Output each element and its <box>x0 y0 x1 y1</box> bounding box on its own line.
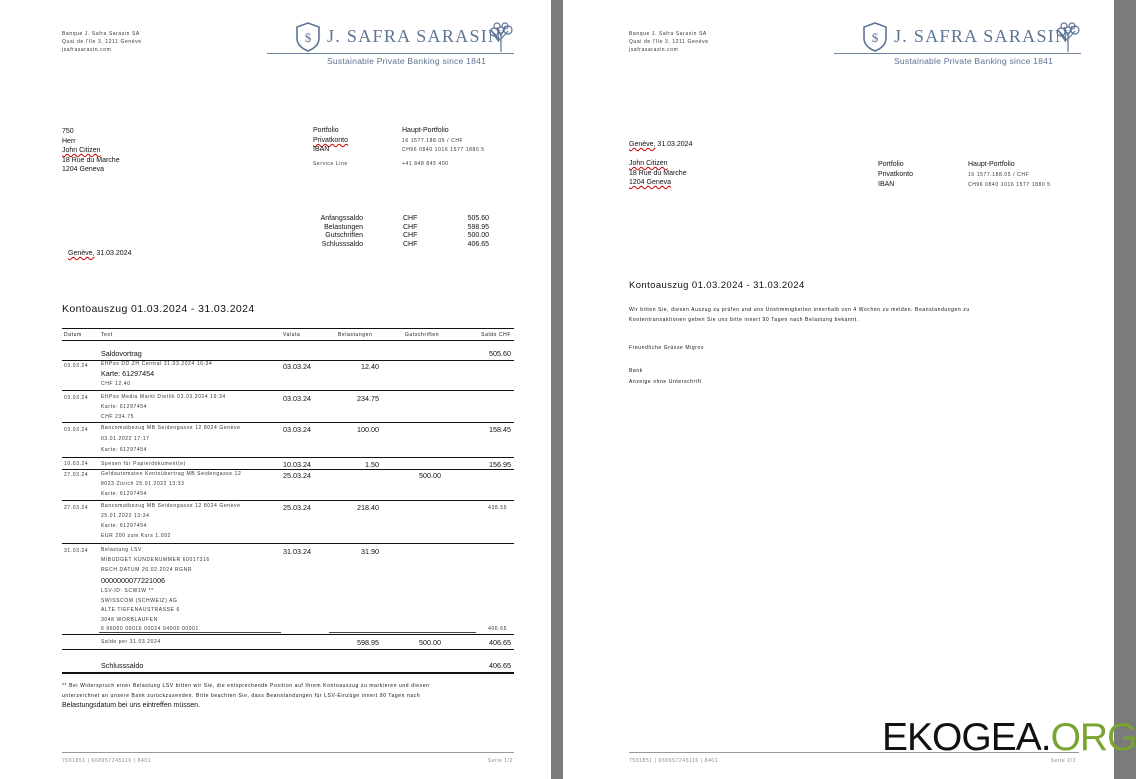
bank-seal-logo-icon <box>295 22 321 52</box>
signature-bank: Bank <box>629 368 643 374</box>
row-text-line: 03.01.2022 17:17 <box>101 436 150 442</box>
footer-page-number: Seite 2/2 <box>1050 758 1076 764</box>
row-balance: 158.45 <box>489 425 511 434</box>
bank-seal-logo-icon <box>862 22 888 52</box>
row-rule <box>62 500 514 501</box>
partial-rule <box>99 632 281 633</box>
client-number: 750 <box>62 128 74 135</box>
greeting: Freundliche Grüsse Migros <box>629 345 705 351</box>
bank-address-line-1: Banque J. Safra Sarasin SA <box>629 31 707 37</box>
client-street: 18 Rue du Marche <box>62 156 120 164</box>
client-address <box>629 159 687 188</box>
partial-rule <box>329 632 476 633</box>
row-valuta: 10.03.24 <box>283 460 311 469</box>
footnote-line-1: ** Bei Widerspruch einer Belastung LSV bitten wir Sie, die entsprechende Position auf Ihrem Kontoauszug zu markieren und diesen <box>62 683 430 689</box>
row-debit: 234.75 <box>357 394 379 403</box>
row-valuta: 25.03.24 <box>283 503 311 512</box>
summary-row <box>313 241 489 250</box>
summary-amount: 598.95 <box>467 223 489 231</box>
summary-label: Gutschriften <box>325 232 363 240</box>
summary-amount: 505.60 <box>467 215 489 222</box>
row-balance-extra: 406.65 <box>488 626 507 632</box>
iban-label: IBAN <box>878 181 895 188</box>
row-date: 31.03.24 <box>64 548 89 554</box>
statement-page-2 <box>563 0 1114 779</box>
tree-logo-icon <box>486 21 516 53</box>
place-date <box>629 141 692 148</box>
service-line-label: Service Line <box>313 161 348 167</box>
row-date: 10.03.24 <box>64 461 89 467</box>
subtotal-label: Saldo per 31.03.2024 <box>101 639 161 645</box>
account-value: 16 1577.188.05 / CHF <box>402 138 464 144</box>
iban-value: CH96 0840 1016 1577 1880 5 <box>402 147 485 153</box>
account-label: Privatkonto <box>878 171 914 178</box>
row-date: 27.03.24 <box>64 472 89 478</box>
logo-divider <box>267 53 514 54</box>
footer-reference: 7501851 | 668957245116 | 8401 <box>62 758 152 764</box>
client-city: 1204 Geneva <box>62 166 105 173</box>
summary-row <box>313 215 489 224</box>
row-text-line: Karte: 61297454 <box>101 369 155 378</box>
row-text-line: ALTE TIEFENAUSTRASSE 6 <box>101 607 180 613</box>
row-text-line: 3048 WORBLAUFEN <box>101 617 158 623</box>
row-balance: 156.95 <box>489 460 511 469</box>
logo-divider <box>834 53 1081 54</box>
client-name: John Citizen <box>629 160 668 167</box>
bank-tagline: Sustainable Private Banking since 1841 <box>327 56 487 66</box>
row-text-line: Karte: 61297454 <box>101 404 147 410</box>
bank-tagline: Sustainable Private Banking since 1841 <box>894 56 1054 66</box>
row-debit: 218.40 <box>357 503 379 512</box>
col-header-credit: Gutschriften <box>405 332 440 338</box>
footer-reference: 7501851 | 668957245116 | 8401 <box>629 758 719 764</box>
client-name: John Citizen <box>62 147 101 154</box>
row-text-line: 8023 Zürich 25.01.2022 13:33 <box>101 481 185 487</box>
client-street: 18 Rue du Marche <box>629 169 687 177</box>
table-header-rule <box>62 340 514 341</box>
row-rule <box>62 649 514 650</box>
portfolio-value: Haupt-Portfolio <box>402 127 449 134</box>
statement-title: Kontoauszug 01.03.2024 - 31.03.2024 <box>629 280 805 291</box>
row-date: 27.03.24 <box>64 505 89 511</box>
watermark-logo <box>882 716 1136 760</box>
row-text-line: Bancomatbezug MB Seidengasse 12 8024 Genève <box>101 425 241 431</box>
row-valuta: 31.03.24 <box>283 547 311 556</box>
watermark-part-2: ORG <box>1050 716 1136 759</box>
statement-title: Kontoauszug 01.03.2024 - 31.03.2024 <box>62 303 255 315</box>
portfolio-label: Portfolio <box>878 161 904 168</box>
svg-text:$: $ <box>871 30 879 45</box>
bank-address-line-2: Quai de l'Ile 3, 1211 Genève <box>62 39 142 45</box>
bank-logo-name: J. SAFRA SARASIN <box>327 26 503 46</box>
table-bottom-rule <box>62 672 514 674</box>
row-rule <box>62 543 514 544</box>
row-date: 03.03.24 <box>64 363 89 369</box>
row-debit: 31.90 <box>361 547 379 556</box>
row-text-line: CHF 12.40 <box>101 381 131 387</box>
client-address <box>62 127 120 175</box>
footer-rule <box>62 752 514 753</box>
iban-label: IBAN <box>313 146 330 153</box>
service-line-value: +41 848 845 400 <box>402 161 449 167</box>
row-text-line: 25.01.2022 13:34 <box>101 513 150 519</box>
row-text-line: Karte: 61297454 <box>101 447 147 453</box>
row-balance: 438.55 <box>488 505 507 511</box>
opening-balance: 505.60 <box>489 349 511 358</box>
summary-amount: 500.00 <box>467 232 489 240</box>
row-text-line: Spesen für Papierdokument(e) <box>101 461 186 467</box>
iban-value: CH96 0840 1016 1577 1880 5 <box>968 182 1051 188</box>
row-text-line: SWISSCOM (SCHWEIZ) AG <box>101 598 178 604</box>
row-text-line: EftPos DD ZH Central 31.03.2024 16:34 <box>101 361 213 367</box>
table-top-rule <box>62 328 514 329</box>
row-rule <box>62 469 514 470</box>
col-header-valuta: Valuta <box>283 332 301 338</box>
footnote-line-3: Belastungsdatum bei uns eintreffen müssen. <box>62 702 201 709</box>
row-text-line: EUR 200 zum Kurs 1.092 <box>101 533 171 539</box>
row-rule <box>62 634 514 635</box>
row-text-line: 6 96000 00016 00024 94000 00001 <box>101 626 199 632</box>
bank-address-line-3: jsafrasarasin.com <box>629 47 679 53</box>
row-text-line: CHF 234.75 <box>101 414 134 420</box>
row-debit: 12.40 <box>361 362 379 371</box>
message-line-1: Wir bitten Sie, diesen Auszug zu prüfen und uns Unstimmigkeiten innerhalb von 4 Wochen zu melden. Beanstandungen zu <box>629 307 970 313</box>
subtotal-balance: 406.65 <box>489 638 511 647</box>
date: 31.03.2024 <box>657 141 693 148</box>
place: Genève, <box>629 141 656 148</box>
account-label: Privatkonto <box>313 137 349 144</box>
signature-note: Anzeige ohne Unterschrift <box>629 379 702 385</box>
row-valuta: 25.03.24 <box>283 471 311 480</box>
subtotal-debit: 598.95 <box>357 638 379 647</box>
row-date: 03.03.24 <box>64 395 89 401</box>
row-valuta: 03.03.24 <box>283 362 311 371</box>
row-text-line: Geldautomaten Kontoübertrag MB Seidengasse 12 <box>101 471 242 477</box>
row-text-line: Karte: 61297454 <box>101 523 147 529</box>
row-text-line: RECH.DATUM 26.02.2024 RGNR <box>101 567 193 573</box>
row-text-line: Belastung LSV <box>101 547 142 553</box>
portfolio-label: Portfolio <box>313 127 339 134</box>
row-valuta: 03.03.24 <box>283 425 311 434</box>
place-date <box>68 250 131 257</box>
col-header-balance: Saldo CHF <box>481 332 511 338</box>
message-line-2: Kontentransaktionen geben Sie uns bitte innert 90 Tagen nach Belastung bekannt. <box>629 317 859 323</box>
watermark-part-1: EKOGEA. <box>882 716 1051 759</box>
bank-address-line-1: Banque J. Safra Sarasin SA <box>62 31 140 37</box>
row-credit: 500.00 <box>419 471 441 480</box>
statement-page-1 <box>0 0 551 779</box>
bank-address-line-3: jsafrasarasin.com <box>62 47 112 53</box>
summary-currency: CHF <box>403 241 418 249</box>
col-header-text: Text <box>101 332 113 338</box>
footnote-line-2: unterzeichnet an unsere Bank zurückzusenden. Bitte beachten Sie, dass Beanstandungen für LSV-Einzüge innert 90 Tagen nach <box>62 693 421 699</box>
row-text-line: 000000007722100​6 <box>101 576 165 585</box>
row-date: 03.03.24 <box>64 427 89 433</box>
row-rule <box>62 422 514 423</box>
col-header-debit: Belastungen <box>338 332 373 338</box>
bank-address-line-2: Quai de l'Ile 3, 1211 Genève <box>629 39 709 45</box>
summary-label: Belastungen <box>324 223 363 231</box>
row-rule <box>62 390 514 391</box>
closing-balance: 406.65 <box>489 661 511 670</box>
bank-logo-name: J. SAFRA SARASIN <box>894 26 1070 46</box>
client-city: 1204 Geneva <box>629 179 672 186</box>
closing-label: Schlusssaldo <box>101 661 144 670</box>
row-text-line: LSV-ID: SCW1W ** <box>101 588 154 594</box>
opening-label: Saldovortrag <box>101 349 142 358</box>
row-debit: 1.50 <box>365 460 379 469</box>
date: 31.03.2024 <box>96 250 132 257</box>
col-header-date: Datum <box>64 332 82 338</box>
row-text-line: Karte: 61297454 <box>101 491 147 497</box>
summary-amount: 406.65 <box>467 241 489 249</box>
portfolio-value: Haupt-Portfolio <box>968 161 1015 168</box>
summary-label: Anfangssaldo <box>320 215 363 222</box>
row-text-line: EftPos Media Markt Dietlik 03.03.2024 16:34 <box>101 394 226 400</box>
row-valuta: 03.03.24 <box>283 394 311 403</box>
client-salutation: Herr <box>62 137 76 145</box>
summary-currency: CHF <box>403 215 418 222</box>
row-debit: 100.00 <box>357 425 379 434</box>
subtotal-credit: 500.00 <box>419 638 441 647</box>
row-text-line: MIBUDGET KUNDENUMMER 60017316 <box>101 557 210 563</box>
row-text-line: Bancomatbezug MB Seidengasse 12 8024 Genève <box>101 503 241 509</box>
summary-row <box>313 232 489 241</box>
balance-summary <box>313 215 489 250</box>
place: Genève, <box>68 250 95 257</box>
footer-page-number: Seite 1/2 <box>487 758 513 764</box>
svg-text:$: $ <box>304 30 312 45</box>
account-value: 16 1577.188.05 / CHF <box>968 172 1030 178</box>
tree-logo-icon <box>1053 21 1083 53</box>
summary-currency: CHF <box>403 223 418 231</box>
summary-label: Schlusssaldo <box>321 241 363 249</box>
row-rule <box>62 457 514 458</box>
summary-currency: CHF <box>403 232 418 240</box>
summary-row <box>313 224 489 233</box>
